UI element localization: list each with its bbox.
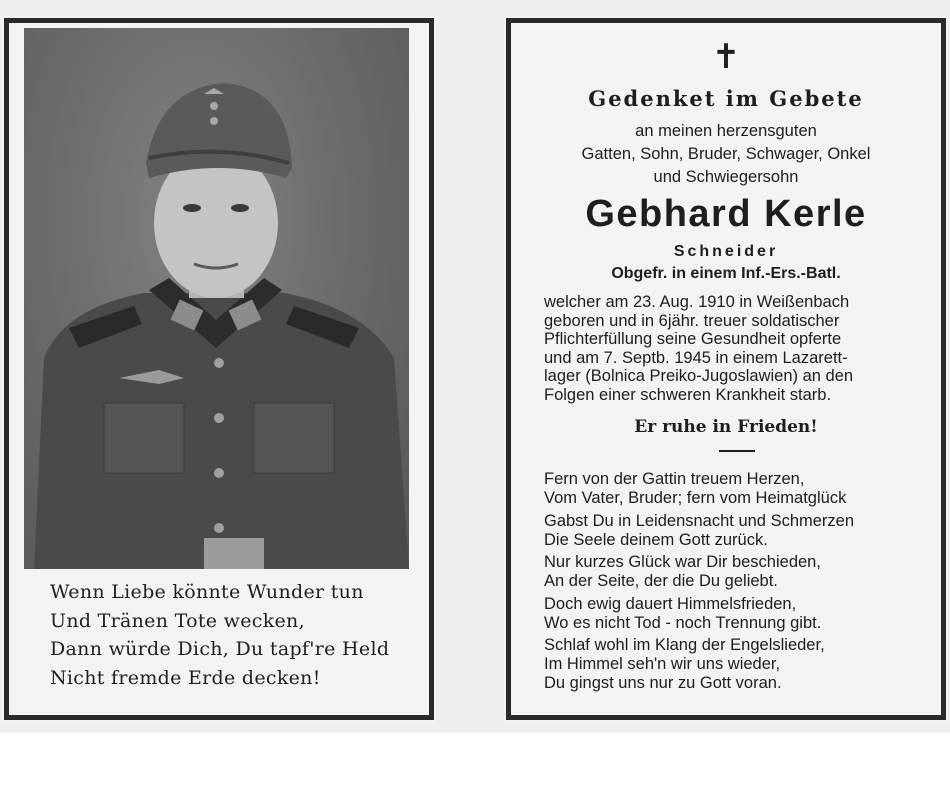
intro-line: Gatten, Sohn, Bruder, Schwager, Onkel: [581, 145, 871, 163]
verse-line: Wenn Liebe könnte Wunder tun: [50, 581, 364, 603]
military-rank: Obgefr. in einem Inf.-Ers.-Batl.: [611, 265, 841, 282]
deceased-name: Gebhard Kerle: [585, 193, 867, 235]
poem-line: Die Seele deinem Gott zurück.: [544, 530, 768, 549]
bio-line: Folgen einer schweren Krankheit starb.: [544, 385, 832, 404]
biography: [544, 293, 936, 405]
verse-line: Nicht fremde Erde decken!: [50, 666, 321, 689]
poem-line: Doch ewig dauert Himmelsfrieden,: [544, 594, 797, 613]
poem-line: Du gingst uns nur zu Gott voran.: [544, 674, 782, 692]
bio-line: welcher am 23. Aug. 1910 in Weißenbach: [544, 293, 850, 311]
poem-line: Fern von der Gattin treuem Herzen,: [544, 470, 805, 488]
bio-line: geboren und in 6jähr. treuer soldatischer: [544, 311, 840, 330]
intro-line: an meinen herzensguten: [635, 122, 817, 140]
soldier-portrait-photo: [24, 28, 409, 569]
verse-line: Dann würde Dich, Du tapf're Held: [50, 638, 390, 660]
poem-stanza: [544, 595, 936, 633]
bio-line: Pflichterfüllung seine Gesundheit opferte: [544, 330, 842, 349]
poem-line: An der Seite, der die Du geliebt.: [544, 572, 778, 590]
poem-line: Nur kurzes Glück war Dir beschieden,: [544, 553, 821, 571]
bio-line: und am 7. Septb. 1945 in einem Lazarett-: [544, 348, 848, 367]
poem-line: Wo es nicht Tod - noch Trennung gibt.: [544, 613, 822, 632]
poem-stanza: [544, 636, 936, 693]
poem-stanza: [544, 512, 936, 550]
poem-line: Gabst Du in Leidensnacht und Schmerzen: [544, 511, 855, 530]
bio-line: lager (Bolnica Preiko-Jugoslawien) an den: [544, 367, 854, 386]
poem-line: Im Himmel seh'n wir uns wieder,: [544, 655, 781, 673]
heading: Gedenket im Gebete: [588, 86, 864, 111]
intro-line: und Schwiegersohn: [653, 168, 799, 186]
verse-line: Und Tränen Tote wecken,: [50, 609, 305, 632]
rest-in-peace-line: Er ruhe in Frieden!: [634, 417, 818, 437]
memorial-verse-left: [50, 578, 410, 692]
occupation: Schneider: [673, 243, 779, 260]
memorial-poem: [544, 470, 936, 697]
divider: [719, 450, 755, 452]
poem-line: Schlaf wohl im Klang der Engelslieder,: [544, 636, 825, 654]
soldier-portrait-illustration: [24, 28, 409, 569]
poem-stanza: [544, 470, 936, 508]
poem-line: Vom Vater, Bruder; fern vom Heimatglück: [544, 489, 847, 507]
cross-icon: ✝: [711, 37, 741, 77]
poem-stanza: [544, 553, 936, 591]
